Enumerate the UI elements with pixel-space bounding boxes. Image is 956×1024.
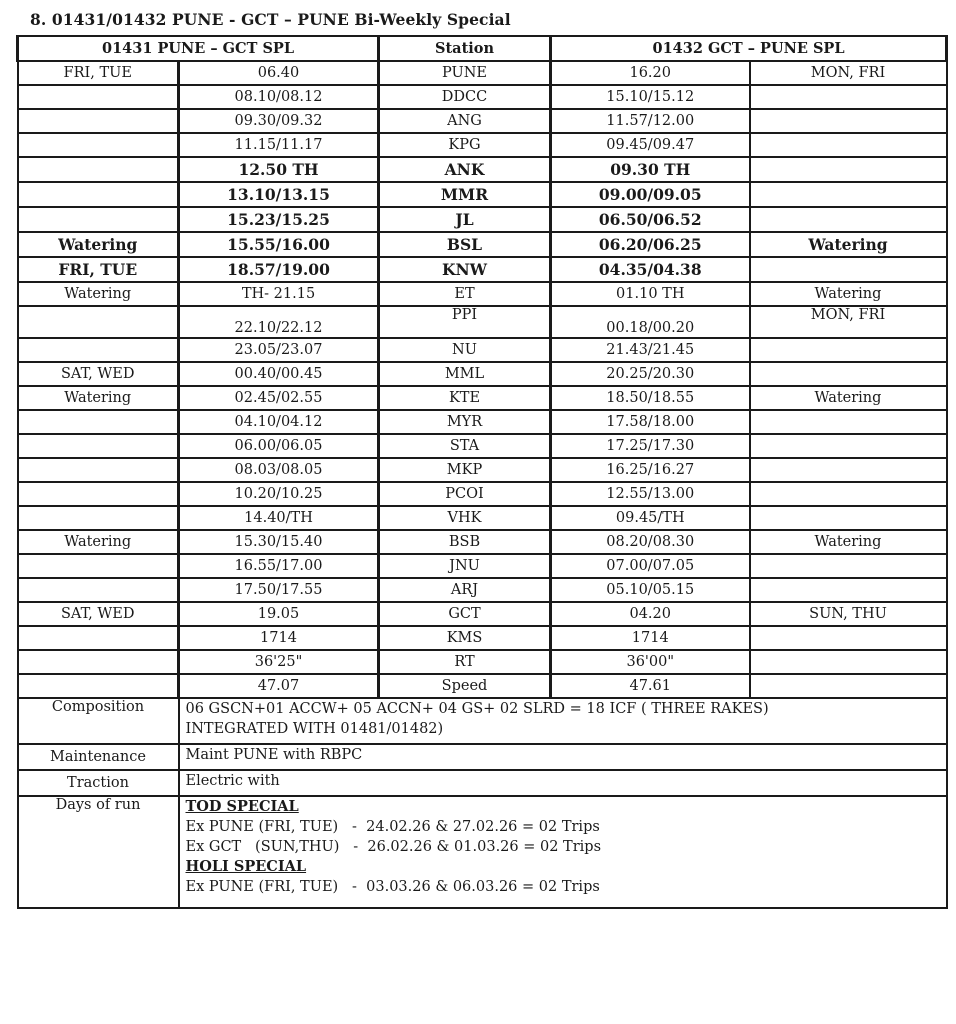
tod-trip-line: Ex PUNE (FRI, TUE) - 24.02.26 & 27.02.26 = 02 Trips	[185, 819, 600, 835]
table-row	[18, 674, 947, 698]
down-time-cell: 15.10/15.12	[551, 85, 750, 109]
up-time-cell: 16.55/17.00	[179, 554, 379, 578]
station-cell: GCT	[379, 602, 551, 626]
up-note-cell	[18, 650, 179, 674]
down-note-cell	[750, 434, 947, 458]
up-note-cell	[18, 482, 179, 506]
up-note-cell	[18, 306, 179, 338]
up-time-cell: TH- 21.15	[179, 282, 379, 306]
up-time-cell: 08.03/08.05	[179, 458, 379, 482]
up-note-cell	[18, 182, 179, 207]
up-note-cell	[18, 157, 179, 182]
station-cell: DDCC	[379, 85, 551, 109]
maintenance-row	[18, 744, 947, 770]
table-row	[18, 157, 947, 182]
station-cell: MKP	[379, 458, 551, 482]
station-cell: MMR	[379, 182, 551, 207]
up-note-cell: SAT, WED	[18, 362, 179, 386]
station-cell: PPI	[379, 306, 551, 338]
table-row	[18, 85, 947, 109]
table-row	[18, 133, 947, 157]
table-row	[18, 650, 947, 674]
down-note-cell: Watering	[750, 282, 947, 306]
up-note-cell: FRI, TUE	[18, 61, 179, 85]
down-time-cell: 04.35/04.38	[551, 257, 750, 282]
traction-row	[18, 770, 947, 796]
maintenance-label: Maintenance	[18, 744, 179, 770]
down-time-cell: 20.25/20.30	[551, 362, 750, 386]
up-time-cell: 36'25"	[179, 650, 379, 674]
up-time-cell: 02.45/02.55	[179, 386, 379, 410]
document-title: 8. 01431/01432 PUNE - GCT – PUNE Bi-Weekly Special	[30, 10, 511, 29]
down-time-cell: 01.10 TH	[551, 282, 750, 306]
down-time-cell: 1714	[551, 626, 750, 650]
table-row	[18, 232, 947, 257]
station-cell: KMS	[379, 626, 551, 650]
down-time-cell: 09.30 TH	[551, 157, 750, 182]
header-down-train: 01432 GCT – PUNE SPL	[551, 36, 947, 61]
up-time-cell: 14.40/TH	[179, 506, 379, 530]
station-cell: ANG	[379, 109, 551, 133]
composition-value	[179, 698, 947, 744]
down-note-cell	[750, 207, 947, 232]
down-time-cell: 36'00"	[551, 650, 750, 674]
down-note-cell	[750, 362, 947, 386]
down-note-cell	[750, 182, 947, 207]
up-time-cell: 12.50 TH	[179, 157, 379, 182]
up-time-cell: 06.00/06.05	[179, 434, 379, 458]
table-row	[18, 410, 947, 434]
header-up-train: 01431 PUNE – GCT SPL	[18, 36, 379, 61]
up-note-cell	[18, 626, 179, 650]
up-note-cell	[18, 207, 179, 232]
down-time-cell: 08.20/08.30	[551, 530, 750, 554]
timetable	[16, 35, 948, 909]
table-row	[18, 434, 947, 458]
table-row	[18, 338, 947, 362]
down-note-cell	[750, 554, 947, 578]
down-time-cell: 05.10/05.15	[551, 578, 750, 602]
down-note-cell	[750, 674, 947, 698]
table-row	[18, 554, 947, 578]
up-time-cell: 13.10/13.15	[179, 182, 379, 207]
down-note-cell	[750, 157, 947, 182]
down-time-cell: 12.55/13.00	[551, 482, 750, 506]
up-note-cell	[18, 410, 179, 434]
down-time-cell: 11.57/12.00	[551, 109, 750, 133]
up-note-cell	[18, 458, 179, 482]
down-note-cell	[750, 506, 947, 530]
up-note-cell	[18, 109, 179, 133]
station-cell: BSB	[379, 530, 551, 554]
down-note-cell	[750, 578, 947, 602]
traction-label: Traction	[18, 770, 179, 796]
down-time-cell: 21.43/21.45	[551, 338, 750, 362]
up-time-cell: 17.50/17.55	[179, 578, 379, 602]
table-row	[18, 362, 947, 386]
down-note-cell	[750, 626, 947, 650]
down-time-cell: 09.45/09.47	[551, 133, 750, 157]
up-note-cell	[18, 554, 179, 578]
composition-line-2: INTEGRATED WITH 01481/01482)	[185, 721, 444, 737]
up-note-cell: Watering	[18, 530, 179, 554]
table-row	[18, 306, 947, 338]
down-time-cell: 47.61	[551, 674, 750, 698]
table-row	[18, 530, 947, 554]
down-time-cell: 09.00/09.05	[551, 182, 750, 207]
down-time-cell: 07.00/07.05	[551, 554, 750, 578]
up-time-cell: 10.20/10.25	[179, 482, 379, 506]
header-station: Station	[379, 36, 551, 61]
tod-special-heading: TOD SPECIAL	[185, 798, 299, 815]
table-row	[18, 386, 947, 410]
down-time-cell: 06.50/06.52	[551, 207, 750, 232]
tod-trip-line: Ex GCT (SUN,THU) - 26.02.26 & 01.03.26 = 02 Trips	[185, 839, 602, 855]
up-note-cell	[18, 85, 179, 109]
down-note-cell: Watering	[750, 386, 947, 410]
table-row	[18, 578, 947, 602]
table-row	[18, 458, 947, 482]
down-time-cell: 04.20	[551, 602, 750, 626]
up-note-cell	[18, 338, 179, 362]
down-note-cell	[750, 109, 947, 133]
up-note-cell: Watering	[18, 386, 179, 410]
station-cell: JNU	[379, 554, 551, 578]
up-note-cell	[18, 506, 179, 530]
down-note-cell	[750, 133, 947, 157]
composition-label: Composition	[18, 698, 179, 744]
days-of-run-label: Days of run	[18, 796, 179, 908]
station-cell: VHK	[379, 506, 551, 530]
up-time-cell: 09.30/09.32	[179, 109, 379, 133]
station-cell: STA	[379, 434, 551, 458]
station-cell: KNW	[379, 257, 551, 282]
days-of-run-value	[179, 796, 947, 908]
holi-trip-line: Ex PUNE (FRI, TUE) - 03.03.26 & 06.03.26 = 02 Trips	[185, 879, 600, 895]
up-note-cell: FRI, TUE	[18, 257, 179, 282]
table-row	[18, 207, 947, 232]
down-note-cell	[750, 257, 947, 282]
down-note-cell: Watering	[750, 530, 947, 554]
up-time-cell: 08.10/08.12	[179, 85, 379, 109]
down-time-cell: 17.25/17.30	[551, 434, 750, 458]
station-cell: NU	[379, 338, 551, 362]
table-row	[18, 109, 947, 133]
up-time-cell: 22.10/22.12	[179, 306, 379, 338]
up-note-cell	[18, 434, 179, 458]
up-time-cell: 19.05	[179, 602, 379, 626]
up-time-cell: 15.23/15.25	[179, 207, 379, 232]
up-time-cell: 06.40	[179, 61, 379, 85]
composition-line-1: 06 GSCN+01 ACCW+ 05 ACCN+ 04 GS+ 02 SLRD = 18 ICF ( THREE RAKES)	[185, 701, 769, 717]
station-cell: MML	[379, 362, 551, 386]
down-note-cell: MON, FRI	[750, 61, 947, 85]
down-time-cell: 06.20/06.25	[551, 232, 750, 257]
down-note-cell	[750, 482, 947, 506]
station-cell: JL	[379, 207, 551, 232]
station-cell: KPG	[379, 133, 551, 157]
station-cell: ANK	[379, 157, 551, 182]
up-time-cell: 1714	[179, 626, 379, 650]
station-cell: ARJ	[379, 578, 551, 602]
station-cell: PCOI	[379, 482, 551, 506]
down-note-cell	[750, 85, 947, 109]
table-row	[18, 182, 947, 207]
table-row	[18, 602, 947, 626]
up-note-cell: SAT, WED	[18, 602, 179, 626]
down-note-cell: SUN, THU	[750, 602, 947, 626]
down-time-cell: 00.18/00.20	[551, 306, 750, 338]
table-row	[18, 61, 947, 85]
table-row	[18, 506, 947, 530]
up-time-cell: 23.05/23.07	[179, 338, 379, 362]
station-cell: RT	[379, 650, 551, 674]
table-row	[18, 626, 947, 650]
up-time-cell: 11.15/11.17	[179, 133, 379, 157]
station-cell: Speed	[379, 674, 551, 698]
down-time-cell: 16.25/16.27	[551, 458, 750, 482]
up-note-cell	[18, 674, 179, 698]
down-time-cell: 18.50/18.55	[551, 386, 750, 410]
days-of-run-row	[18, 796, 947, 908]
down-time-cell: 16.20	[551, 61, 750, 85]
down-note-cell	[750, 410, 947, 434]
up-time-cell: 47.07	[179, 674, 379, 698]
station-cell: MYR	[379, 410, 551, 434]
up-note-cell	[18, 133, 179, 157]
down-note-cell	[750, 650, 947, 674]
table-row	[18, 482, 947, 506]
station-cell: KTE	[379, 386, 551, 410]
down-note-cell	[750, 458, 947, 482]
table-row	[18, 257, 947, 282]
up-note-cell	[18, 578, 179, 602]
down-time-cell: 17.58/18.00	[551, 410, 750, 434]
up-time-cell: 04.10/04.12	[179, 410, 379, 434]
table-header-row	[18, 36, 947, 61]
up-time-cell: 18.57/19.00	[179, 257, 379, 282]
traction-value: Electric with	[179, 770, 947, 796]
up-note-cell: Watering	[18, 282, 179, 306]
down-note-cell: Watering	[750, 232, 947, 257]
down-note-cell: MON, FRI	[750, 306, 947, 338]
table-row	[18, 282, 947, 306]
down-time-cell: 09.45/TH	[551, 506, 750, 530]
composition-row	[18, 698, 947, 744]
maintenance-value: Maint PUNE with RBPC	[179, 744, 947, 770]
up-time-cell: 15.30/15.40	[179, 530, 379, 554]
up-time-cell: 15.55/16.00	[179, 232, 379, 257]
up-time-cell: 00.40/00.45	[179, 362, 379, 386]
station-cell: PUNE	[379, 61, 551, 85]
down-note-cell	[750, 338, 947, 362]
up-note-cell: Watering	[18, 232, 179, 257]
holi-special-heading: HOLI SPECIAL	[185, 858, 307, 875]
station-cell: BSL	[379, 232, 551, 257]
station-cell: ET	[379, 282, 551, 306]
